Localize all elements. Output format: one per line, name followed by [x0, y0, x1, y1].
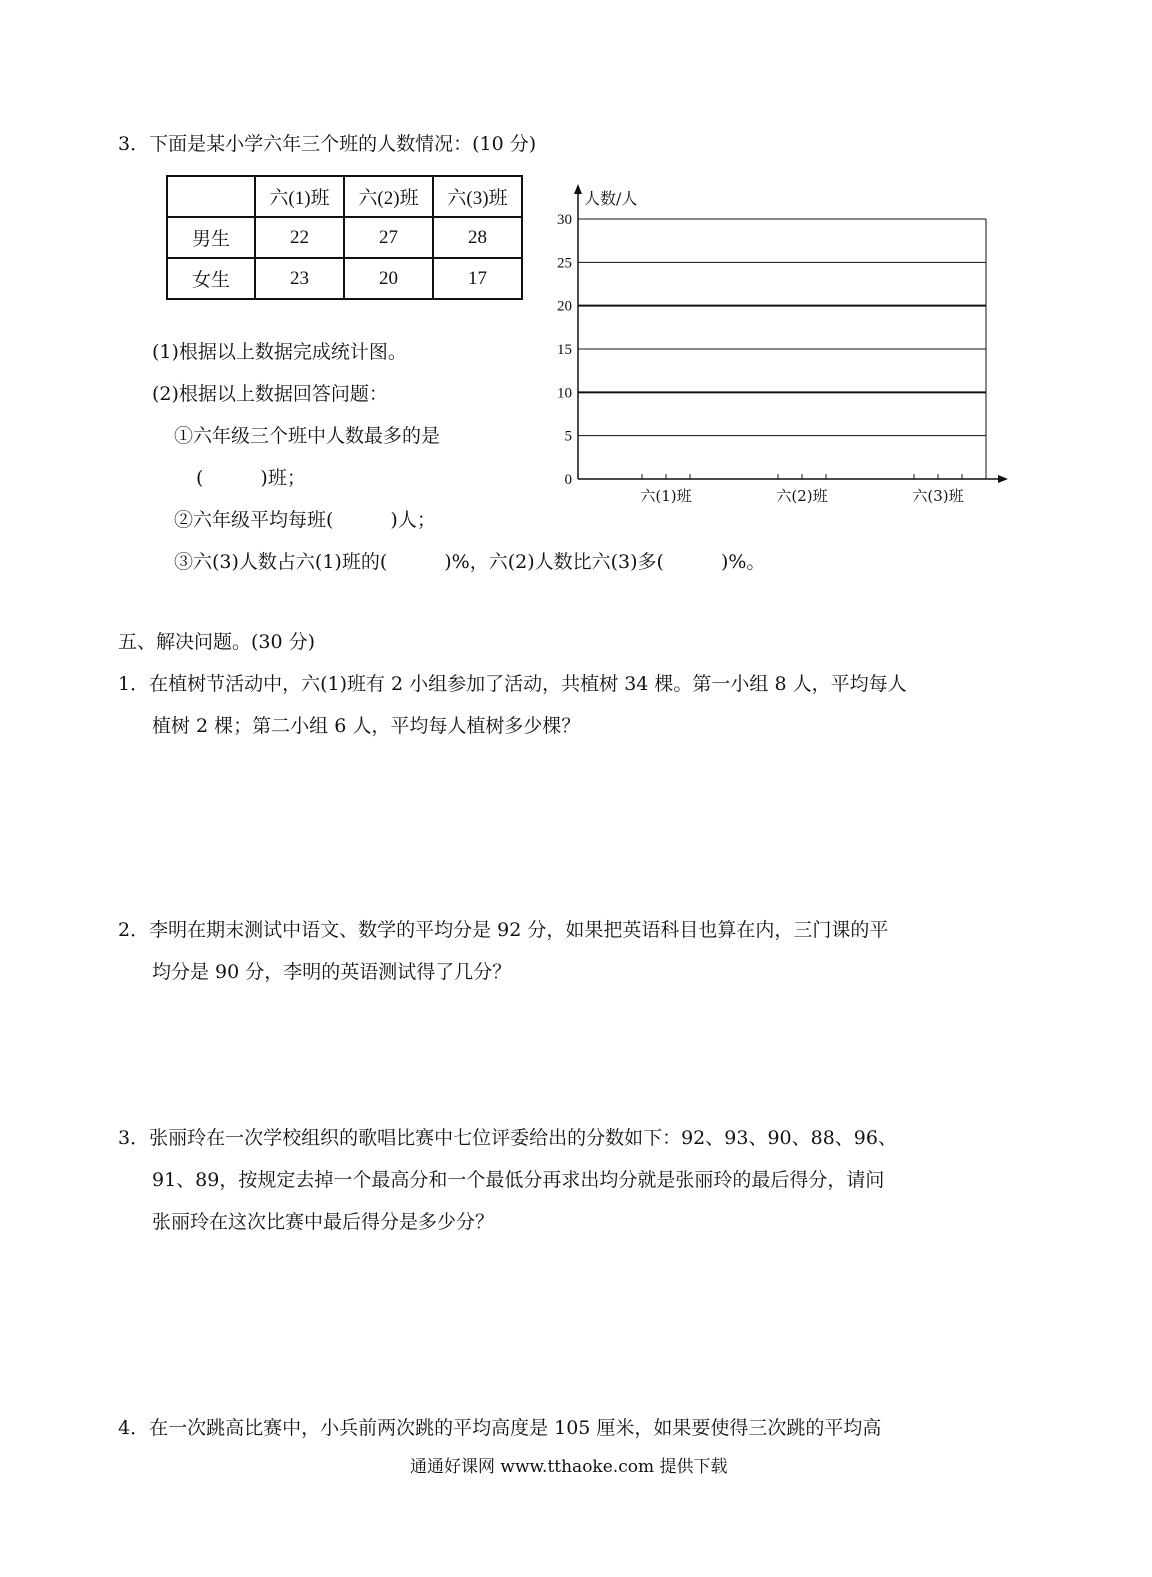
problem2-line2: 均分是 90 分，李明的英语测试得了几分？	[152, 961, 512, 983]
problem1-line1: 1．在植树节活动中，六(1)班有 2 小组参加了活动，共植树 34 棵。第一小组 8 人，平均每人	[118, 673, 907, 695]
table-header-cell: 六(1)班	[255, 176, 344, 217]
y-tick-label: 20	[557, 298, 572, 315]
table-corner-cell	[167, 176, 255, 217]
table-cell: 17	[433, 258, 522, 299]
q3-item2: ②六年级平均每班( )人；	[174, 509, 436, 531]
y-axis-arrow	[574, 184, 582, 194]
table-header-cell: 六(2)班	[344, 176, 433, 217]
table-cell: 22	[255, 217, 344, 258]
table-header-cell: 六(3)班	[433, 176, 522, 217]
table-row	[167, 258, 522, 299]
y-tick-label: 5	[564, 428, 572, 445]
q3-sub2: (2)根据以上数据回答问题：	[152, 383, 388, 405]
footer-text: 通通好课网 www.tthaoke.com 提供下载	[410, 1457, 728, 1477]
q3-sub1: (1)根据以上数据完成统计图。	[152, 341, 407, 363]
x-axis-arrow	[998, 475, 1008, 483]
problem1-line2: 植树 2 棵；第二小组 6 人，平均每人植树多少棵？	[152, 715, 581, 737]
problem3-line3: 张丽玲在这次比赛中最后得分是多少分？	[152, 1211, 495, 1233]
problem4-line1: 4．在一次跳高比赛中，小兵前两次跳的平均高度是 105 厘米，如果要使得三次跳的平均高	[118, 1417, 882, 1439]
section5-title: 五、解决问题。(30 分)	[118, 631, 316, 653]
x-category-label: 六(1)班	[640, 487, 692, 505]
y-tick-label: 15	[557, 342, 572, 358]
table-row	[167, 217, 522, 258]
q3-title: 3．下面是某小学六年三个班的人数情况：(10 分)	[118, 133, 537, 155]
q3-item3: ③六(3)人数占六(1)班的( )%，六(2)人数比六(3)多( )%。	[174, 551, 766, 573]
table-cell: 23	[255, 258, 344, 299]
problem3-line1: 3．张丽玲在一次学校组织的歌唱比赛中七位评委给出的分数如下：92、93、90、88、96、	[118, 1127, 897, 1149]
problem3-line2: 91、89，按规定去掉一个最高分和一个最低分再求出均分就是张丽玲的最后得分，请问	[152, 1169, 885, 1191]
table-header-row	[167, 176, 522, 217]
y-tick-label: 30	[557, 212, 572, 228]
y-axis-label: 人数/人	[584, 189, 638, 208]
table-row-label: 男生	[167, 217, 255, 258]
table-cell: 28	[433, 217, 522, 258]
y-tick-label: 10	[557, 385, 572, 402]
problem2-line1: 2．李明在期末测试中语文、数学的平均分是 92 分，如果把英语科目也算在内，三门课的平	[118, 919, 889, 941]
class-count-chart	[538, 180, 1018, 520]
q3-item1b: ( )班；	[196, 467, 306, 489]
q3-item1a: ①六年级三个班中人数最多的是	[174, 425, 441, 447]
y-tick-label: 25	[557, 255, 572, 272]
x-category-label: 六(2)班	[776, 487, 828, 505]
y-tick-label: 0	[564, 472, 572, 488]
class-count-table	[166, 175, 523, 300]
table-row-label: 女生	[167, 258, 255, 299]
table-cell: 27	[344, 217, 433, 258]
x-category-label: 六(3)班	[912, 487, 964, 505]
table-cell: 20	[344, 258, 433, 299]
